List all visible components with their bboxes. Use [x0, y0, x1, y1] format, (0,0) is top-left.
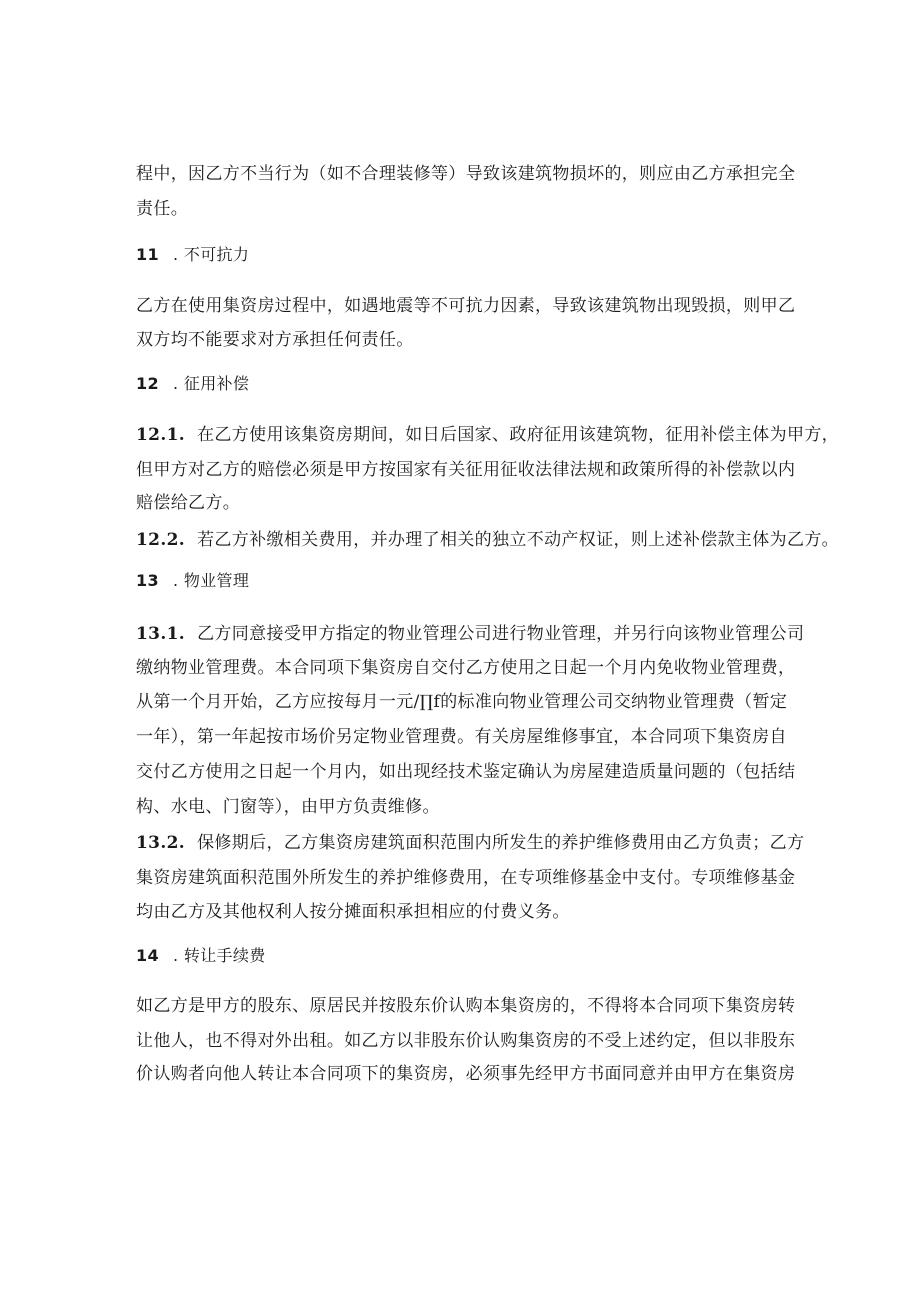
section-number: 13: [136, 571, 159, 590]
section-title: . 征用补偿: [172, 374, 250, 393]
paragraph-line: 程中，因乙方不当行为（如不合理装修等）导致该建筑物损坏的，则应由乙方承担完全: [136, 164, 796, 184]
section-number: 14: [136, 946, 159, 965]
clause-text: 保修期后，乙方集资房建筑面积范围内所发生的养护维修费用由乙方负责；乙方: [197, 833, 805, 853]
paragraph-line: 让他人，也不得对外出租。如乙方以非股东价认购集资房的不受上述约定，但以非股东: [136, 1031, 796, 1051]
clause-number: 12.1.: [136, 425, 186, 445]
section-title: . 转让手续费: [172, 946, 266, 965]
paragraph-line: 构、水电、门窗等），由甲方负责维修。: [136, 797, 440, 817]
clause-text: 在乙方使用该集资房期间，如日后国家、政府征用该建筑物，征用补偿主体为甲方，: [197, 425, 840, 445]
section-heading-expropriation: [136, 373, 796, 395]
paragraph-line: 如乙方是甲方的股东、原居民并按股东价认购本集资房的，不得将本合同项下集资房转: [136, 996, 796, 1016]
clause-line: [136, 529, 840, 551]
section-title: . 物业管理: [172, 571, 250, 590]
clause-number: 13.2.: [136, 833, 186, 853]
paragraph-line: 但甲方对乙方的赔偿必须是甲方按国家有关征用征收法律法规和政策所得的补偿款以内: [136, 460, 796, 480]
clause-line: [136, 424, 840, 446]
paragraph-line: 乙方在使用集资房过程中，如遇地震等不可抗力因素，导致该建筑物出现毁损，则甲乙: [136, 296, 796, 316]
paragraph-line: 从第一个月开始，乙方应按每月一元/∏f的标准向物业管理公司交纳物业管理费（暂定: [136, 692, 788, 712]
clause-text: 若乙方补缴相关费用，并办理了相关的独立不动产权证，则上述补偿款主体为乙方。: [197, 530, 840, 550]
section-heading-transfer-fee: [136, 945, 796, 967]
clause-line: [136, 623, 805, 645]
clause-text: 乙方同意接受甲方指定的物业管理公司进行物业管理，并另行向该物业管理公司: [197, 624, 805, 644]
paragraph-line: 交付乙方使用之日起一个月内，如出现经技术鉴定确认为房屋建造质量问题的（包括结: [136, 762, 796, 782]
clause-line: [136, 832, 805, 854]
paragraph-line: 缴纳物业管理费。本合同项下集资房自交付乙方使用之日起一个月内免收物业管理费，: [136, 658, 796, 678]
paragraph-line: 双方均不能要求对方承担任何责任。: [136, 330, 414, 350]
paragraph-line: 价认购者向他人转让本合同项下的集资房，必须事先经甲方书面同意并由甲方在集资房: [136, 1064, 796, 1084]
clause-number: 13.1.: [136, 624, 186, 644]
paragraph-line: 赔偿给乙方。: [136, 493, 241, 513]
section-heading-property-management: [136, 570, 796, 592]
paragraph-line: 均由乙方及其他权利人按分摊面积承担相应的付费义务。: [136, 902, 570, 922]
section-heading-force-majeure: [136, 244, 796, 266]
clause-number: 12.2.: [136, 530, 186, 550]
section-title: . 不可抗力: [172, 245, 250, 264]
paragraph-line: 一年），第一年起按市场价另定物业管理费。有关房屋维修事宜，本合同项下集资房自: [136, 727, 787, 747]
section-number: 11: [136, 245, 159, 264]
section-number: 12: [136, 374, 159, 393]
paragraph-line: 集资房建筑面积范围外所发生的养护维修费用，在专项维修基金中支付。专项维修基金: [136, 868, 796, 888]
paragraph-line: 责任。: [136, 199, 189, 219]
